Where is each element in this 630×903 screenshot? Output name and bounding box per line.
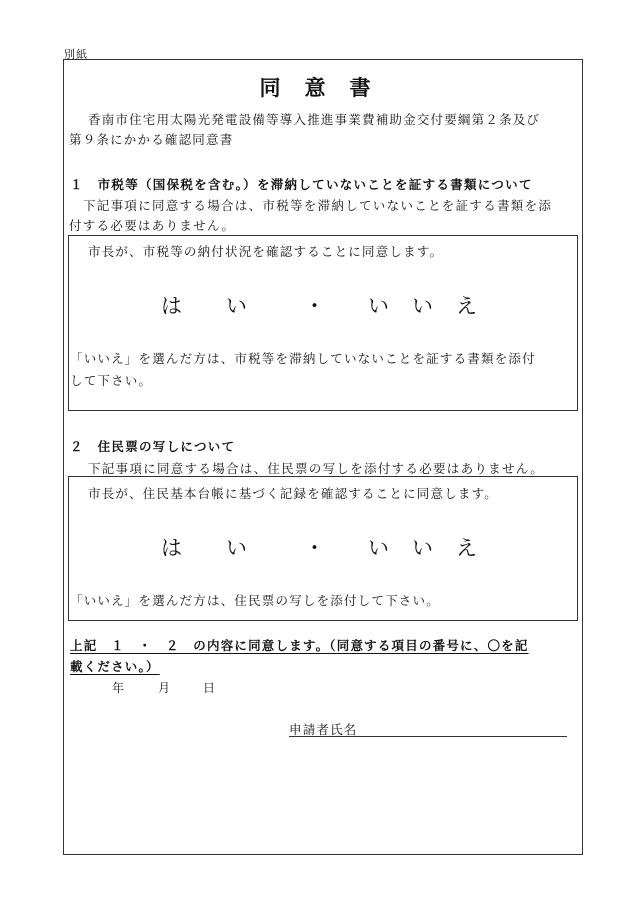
date-year-field[interactable]: 年 xyxy=(112,681,125,695)
section1-heading: １ 市税等（国保税を含む。）を滞納していないことを証する書類について xyxy=(70,177,533,192)
section1-yes-option[interactable]: はい xyxy=(161,294,291,318)
section1-note-line-1: 「いいえ」を選んだ方は、市税等を滞納していないことを証する書類を添付 xyxy=(70,351,536,366)
section1-body-line-2: 付する必要はありません。 xyxy=(69,218,236,233)
annex-label: 別紙 xyxy=(64,48,88,61)
section2-consent-statement: 市長が、住民基本台帳に基づく記録を確認することに同意します。 xyxy=(88,486,499,501)
section1-note-line-2: して下さい。 xyxy=(70,373,153,388)
agreement-line-2: 載ください。） xyxy=(70,659,160,674)
section1-body-line-1: 下記事項に同意する場合は、市税等を滞納していないことを証する書類を添 xyxy=(83,198,553,213)
section2-body-line-1: 下記事項に同意する場合は、住民票の写しを添付する必要はありません。 xyxy=(88,461,545,476)
section1-consent-statement: 市長が、市税等の納付状況を確認することに同意します。 xyxy=(88,244,444,259)
intro-line-1: 香南市住宅用太陽光発電設備等導入推進事業費補助金交付要綱第２条及び xyxy=(88,112,541,127)
date-day-field[interactable]: 日 xyxy=(203,681,216,695)
section2-separator: ・ xyxy=(304,536,325,560)
applicant-name-label: 申請者氏名 xyxy=(289,722,358,737)
section1-separator: ・ xyxy=(304,294,325,318)
applicant-signature-line[interactable] xyxy=(289,736,567,737)
section2-yes-option[interactable]: はい xyxy=(161,536,291,560)
agreement-line-1: 上記 １ ・ ２ の内容に同意します。（同意する項目の番号に、〇を記 xyxy=(70,638,529,653)
document-title: 同意書 xyxy=(259,75,395,100)
section2-heading: ２ 住民票の写しについて xyxy=(70,439,236,454)
intro-line-2: 第９条にかかる確認同意書 xyxy=(69,132,234,147)
section2-note-line-1: 「いいえ」を選んだ方は、住民票の写しを添付して下さい。 xyxy=(70,593,440,608)
section1-no-option[interactable]: いいえ xyxy=(368,294,500,318)
date-month-field[interactable]: 月 xyxy=(158,681,171,695)
section2-no-option[interactable]: いいえ xyxy=(368,536,500,560)
